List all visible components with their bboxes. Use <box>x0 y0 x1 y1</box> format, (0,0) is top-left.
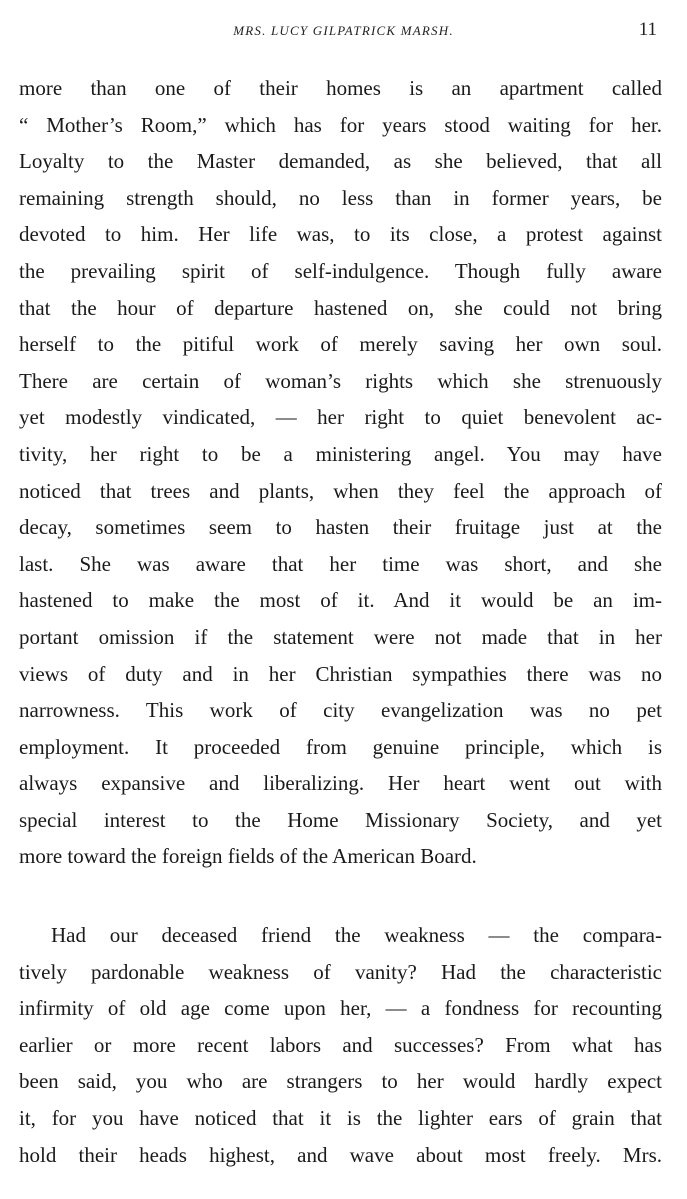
running-title: MRS. LUCY GILPATRICK MARSH. <box>233 23 454 38</box>
text-line: last. She was aware that her time was short, and she <box>19 551 662 576</box>
text-line: more than one of their homes is an apartment called <box>19 76 662 100</box>
text-line: “ Mother’s Room,” which has for years stood waiting for her. <box>19 112 662 137</box>
text-line: herself to the pitiful work of merely saving her own soul. <box>19 332 662 357</box>
text-line: earlier or more recent labors and successes? From what has <box>19 1032 662 1057</box>
running-header <box>0 19 687 43</box>
text-line: that the hour of departure hastened on, she could not bring <box>19 295 662 320</box>
text-line: Had our deceased friend the weakness — the compara- <box>51 923 662 947</box>
paragraph-1 <box>19 70 662 875</box>
text-line: always expansive and liberalizing. Her heart went out with <box>19 771 662 796</box>
text-line: hold their heads highest, and wave about most freely. Mrs. <box>19 1142 662 1167</box>
text-line: decay, sometimes seem to hasten their fruitage just at the <box>19 515 662 540</box>
text-line: special interest to the Home Missionary Society, and yet <box>19 807 662 832</box>
text-line: infirmity of old age come upon her, — a fondness for recounting <box>19 996 662 1021</box>
text-line: tivity, her right to be a ministering angel. You may have <box>19 441 662 466</box>
text-line: tively pardonable weakness of vanity? Had the characteristic <box>19 959 662 984</box>
text-line: portant omission if the statement were not made that in her <box>19 624 662 649</box>
text-line: it, for you have noticed that it is the lighter ears of grain that <box>19 1105 662 1130</box>
paragraph-2 <box>19 917 662 1173</box>
text-line: hastened to make the most of it. And it would be an im- <box>19 588 662 613</box>
text-line: yet modestly vindicated, — her right to quiet benevolent ac- <box>19 405 662 430</box>
text-line: There are certain of woman’s rights which she strenuously <box>19 368 662 393</box>
text-line: views of duty and in her Christian sympathies there was no <box>19 661 662 686</box>
text-line: the prevailing spirit of self-indulgence. Though fully aware <box>19 258 662 283</box>
text-line: devoted to him. Her life was, to its close, a protest against <box>19 222 662 247</box>
text-line: narrowness. This work of city evangelization was no pet <box>19 698 662 723</box>
page-number: 11 <box>638 19 657 40</box>
text-line: Loyalty to the Master demanded, as she believed, that all <box>19 149 662 174</box>
text-line: been said, you who are strangers to her would hardly expect <box>19 1069 662 1094</box>
text-line: more toward the foreign fields of the American Board. <box>19 844 477 869</box>
text-line: noticed that trees and plants, when they feel the approach of <box>19 478 662 503</box>
text-line: employment. It proceeded from genuine principle, which is <box>19 734 662 759</box>
text-line: remaining strength should, no less than in former years, be <box>19 185 662 210</box>
